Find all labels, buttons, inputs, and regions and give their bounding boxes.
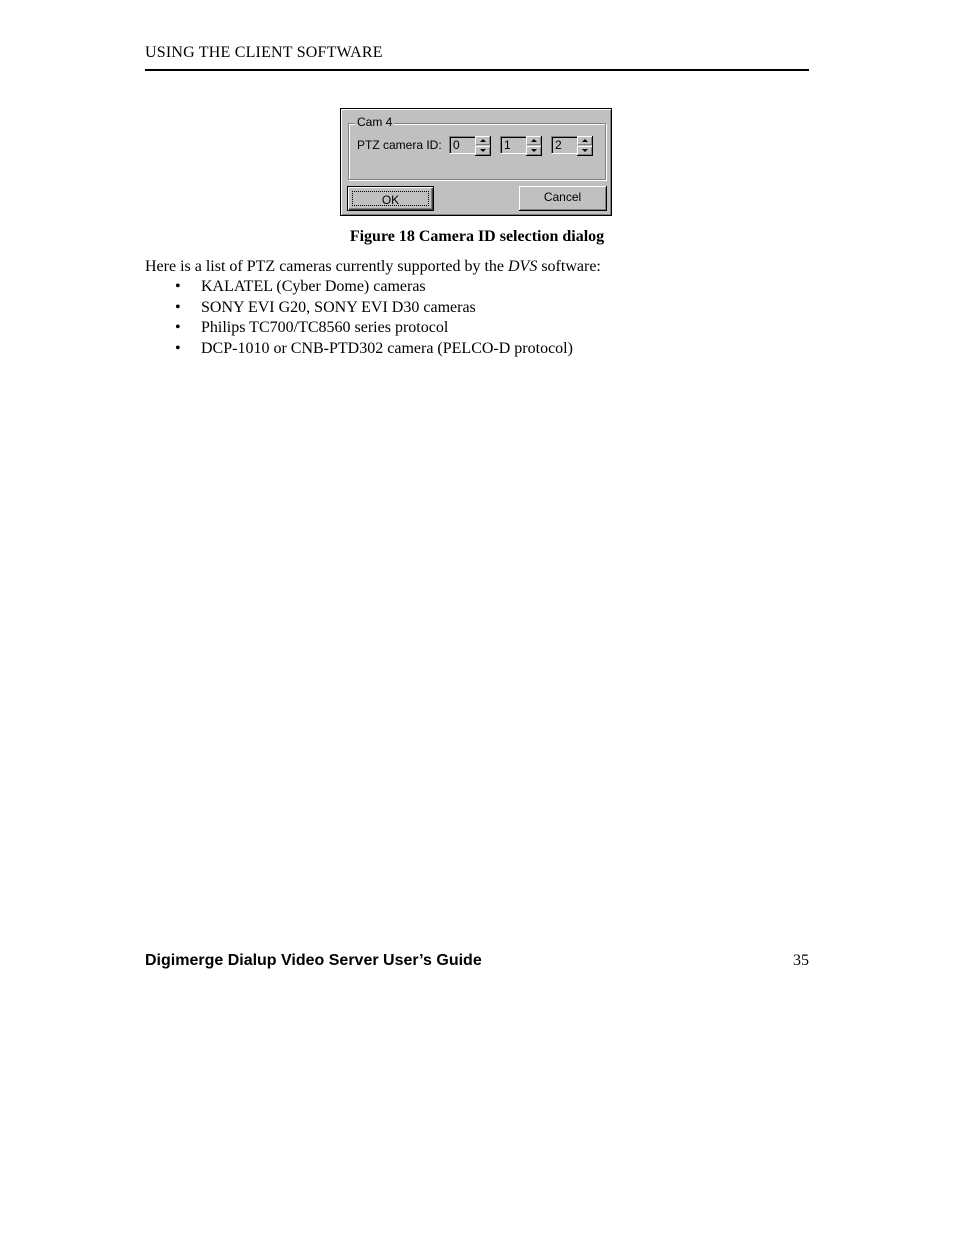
figure-caption: Figure 18 Camera ID selection dialog <box>349 228 605 245</box>
ptz-id-spinner-3[interactable] <box>551 136 593 156</box>
intro-text-before: Here is a list of PTZ cameras currently supported by the <box>145 258 508 275</box>
cancel-button[interactable]: Cancel <box>519 186 607 211</box>
ok-button[interactable] <box>347 186 434 211</box>
camera-id-dialog <box>340 108 612 216</box>
footer-title: Digimerge Dialup Video Server User’s Guide <box>145 952 482 969</box>
intro-text-after: software: <box>537 258 601 275</box>
arrow-down-icon <box>480 149 486 152</box>
ptz-id-input-1[interactable]: 0 <box>449 136 475 154</box>
spin-up-button[interactable] <box>475 136 490 145</box>
arrow-down-icon <box>531 149 537 152</box>
spin-down-button[interactable] <box>475 146 490 155</box>
spin-up-button[interactable] <box>577 136 592 145</box>
ptz-id-spinner-2[interactable] <box>500 136 542 156</box>
ptz-id-spinner-1[interactable] <box>449 136 491 156</box>
page-number: 35 <box>793 952 809 969</box>
spinner-buttons <box>475 136 491 156</box>
spinner-buttons <box>577 136 593 156</box>
running-header: USING THE CLIENT SOFTWARE <box>145 44 383 61</box>
supported-camera-list <box>145 277 573 360</box>
group-title: Cam 4 <box>357 115 393 129</box>
list-item-text: Philips TC700/TC8560 series protocol <box>201 319 449 337</box>
list-item-text: KALATEL (Cyber Dome) cameras <box>201 278 426 295</box>
ok-button-label: OK <box>381 193 400 207</box>
list-item-text: SONY EVI G20, SONY EVI D30 cameras <box>201 298 476 316</box>
bullet-icon: • <box>175 298 181 316</box>
intro-paragraph <box>145 257 601 277</box>
arrow-up-icon <box>531 139 537 142</box>
ptz-camera-id-label: PTZ camera ID: <box>357 138 442 152</box>
spin-up-button[interactable] <box>526 136 541 145</box>
spin-down-button[interactable] <box>526 146 541 155</box>
arrow-down-icon <box>582 149 588 152</box>
spinner-buttons <box>526 136 542 156</box>
intro-emphasis: DVS <box>508 258 538 275</box>
list-item <box>145 339 573 360</box>
ptz-id-input-2[interactable]: 1 <box>500 136 526 154</box>
list-item <box>145 318 573 339</box>
bullet-icon: • <box>175 340 181 358</box>
spin-down-button[interactable] <box>577 146 592 155</box>
list-item <box>145 298 573 319</box>
bullet-icon: • <box>175 278 181 295</box>
bullet-icon: • <box>175 319 181 337</box>
list-item-text: DCP-1010 or CNB-PTD302 camera (PELCO-D protocol) <box>201 340 573 358</box>
header-rule <box>145 69 809 71</box>
arrow-up-icon <box>480 139 486 142</box>
arrow-up-icon <box>582 139 588 142</box>
list-item <box>145 277 573 298</box>
ptz-id-input-3[interactable]: 2 <box>551 136 577 154</box>
